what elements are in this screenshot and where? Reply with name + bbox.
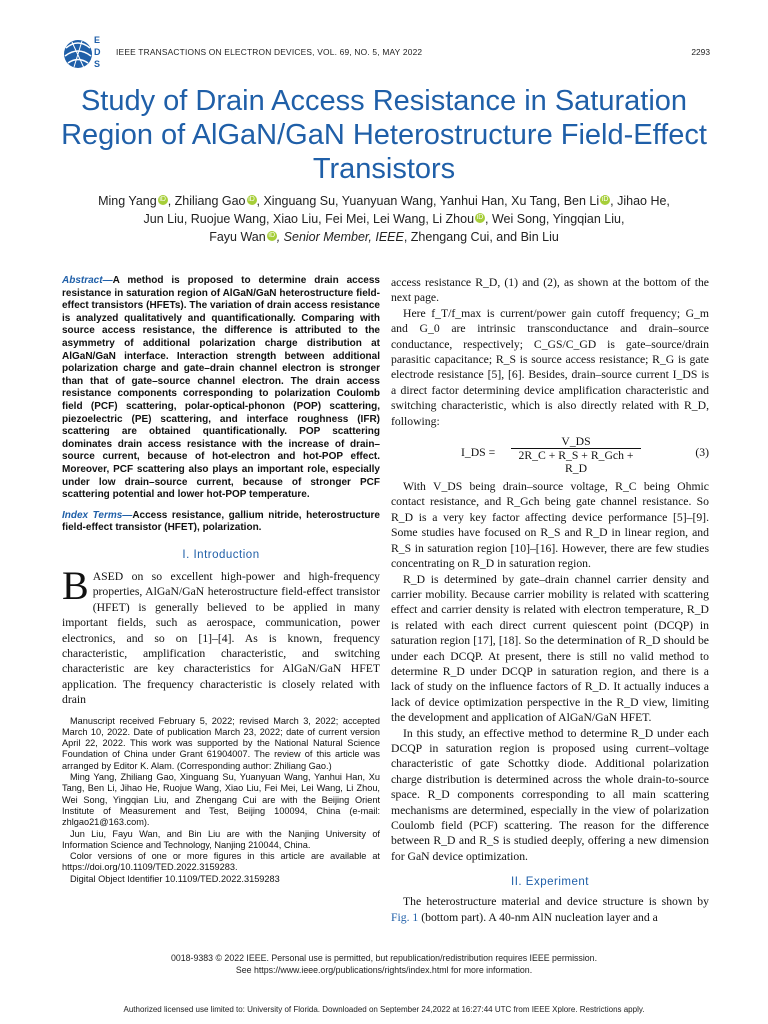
- author-line-3: Fayu Wan iD , Senior Member, IEEE, Zhengang Cui, and Bin Liu: [209, 230, 559, 244]
- equation-number: (3): [695, 446, 709, 460]
- author-line-1: Ming Yang iD , Zhiliang Gao iD , Xinguang Su, Yuanyuan Wang, Yanhui Han, Xu Tang, Ben Li iD , Jihao He,: [98, 194, 670, 208]
- footnote-manuscript: Manuscript received February 5, 2022; revised March 3, 2022; accepted March 10, 2022. Date of publication March 23, 2022; date of current version April 22, 2022. This work was supported by the National Natural Science Foundation of China under Grant 61904007. The review of this article was arranged by Editor K. Alam. (Corresponding author: Zhiliang Gao.): [62, 715, 380, 771]
- orcid-icon[interactable]: iD: [159, 196, 166, 203]
- right-column: [391, 275, 709, 925]
- left-column: [62, 275, 380, 885]
- paragraph: Here f_T/f_max is current/power gain cutoff frequency; G_m and G_0 are intrinsic transconductance and drain–source conductance, respectively; C_GS/C_GD is gate–source/drain parasitic capacitance; R_S is source access resistance; R_G is gate electrode resistance [5], [6]. Besides, drain–source current I_DS is a direct factor determining device amplification characteristic and switching characteristic, which is also directly related with R_D, following:: [391, 306, 709, 428]
- copyright-notice: 0018-9383 © 2022 IEEE. Personal use is permitted, but republication/redistribution requires IEEE permission. See https://www.ieee.org/publications/rights/index.html for more information.: [170, 953, 598, 975]
- eds-logo: [58, 34, 114, 74]
- index-terms: Index Terms—Access resistance, gallium nitride, heterostructure field-effect transistor (HFET), polarization.: [62, 509, 380, 534]
- drop-cap: B: [62, 562, 89, 608]
- footnote-doi: Digital Object Identifier 10.1109/TED.2022.3159283: [70, 873, 280, 884]
- equation-3: I_DS = V_DS 2R_C + R_S + R_Gch + R_D (3): [461, 435, 709, 476]
- footnote-color: Color versions of one or more figures in this article are available at https://doi.org/10.1109/TED.2022.3159283.: [62, 851, 380, 873]
- page-number: 2293: [691, 47, 710, 57]
- paragraph: In this study, an effective method to determine R_D under each DCQP in saturation region is proposed using current–voltage characteristic of gate Schottky diode. Additional polarization charge distribution is determined across the whole drain-to-source space. R_D components corresponding to all main scattering mechanisms are determined, especially in the view of polarization Coulomb field (PCF) scattering. The reason for the difference between R_D and R_S is studied deeply, offering a new dimension for GaN device optimization.: [391, 726, 709, 863]
- abstract: Abstract—A method is proposed to determine drain access resistance in saturation region of AlGaN/GaN heterostructure field-effect transistors (HFETs). The variation of drain access resistance is analyzed qualitatively and quantificationally. Comparing with source access resistance, the difference is attributed to the asymmetry of additional polarization charge distribution at AlGaN/GaN interface. Interaction strength between additional polarization charge and gate–drain channel electron is stronger than that of gate–source channel electron. The drain access resistance components corresponding to polarization Coulomb field (PCF) scattering, polar-optical-phonon (POP) scattering, piezoelectric (PE) scattering, and interface roughness (IFR) scattering are obtained quantificationally. POP scattering dominates drain access resistance with the increase of drain–source current, because of hot-electron and hot-POP effect. Moreover, PCF scattering also plays an important role, especially under low drain–source current, because of stronger PCF scattering potential and lower hot-POP temperature.: [62, 275, 380, 501]
- paragraph: The heterostructure material and device structure is shown by Fig. 1 (bottom part). A 40-nm AlN nucleation layer and a: [391, 895, 709, 924]
- author-list: [50, 192, 718, 246]
- orcid-icon[interactable]: iD: [601, 196, 609, 203]
- orcid-icon[interactable]: iD: [248, 196, 255, 203]
- section-heading-introduction: I. Introduction: [182, 548, 260, 561]
- introduction-text: BASED on so excellent high-power and high-frequency properties, AlGaN/GaN heterostructure field-effect transistor (HFET) is generally believed to be applied in many important fields, such as aerospace, communication, power electronics, and so on [1]–[4]. As is known, frequency characteristic, amplification characteristic, and switching characteristic are key characteristics for AlGaN/GaN HFET application. The frequency characteristic is closely related with drain: [62, 562, 380, 707]
- paragraph: With V_DS being drain–source voltage, R_C being Ohmic contact resistance, and R_Gch being gate channel resistance. So R_D is a very key factor affecting device performance [5]–[9]. Some studies have focused on R_S and R_D in linear region, and R_S in saturation region [10]–[16]. However, there are few studies concentrating on R_D in saturation region.: [391, 480, 709, 571]
- paper-title: Study of Drain Access Resistance in Saturation Region of AlGaN/GaN Heterostructure Field-Effect Transistors: [61, 85, 707, 185]
- footnote-affiliation-2: Jun Liu, Fayu Wan, and Bin Liu are with the Nanjing University of Information Science and Technology, Nanjing 210044, China.: [62, 828, 380, 850]
- paragraph: R_D is determined by gate–drain channel carrier density and carrier mobility. Because carrier mobility is related with scattering effect and carrier density is related with electron temperature, R_D is related with each direct current quiescent point (DCQP) in saturation region [17], [18]. So the determination of R_D should be under each DCQP. At present, there is still no valid method to determine R_D under DCQP in saturation region, and there is a lack of study on the influence factors of R_D. It actually induces a lack of device optimization perspective in the R_D view, limiting the development and application of AlGaN/GaN HFET.: [391, 572, 709, 725]
- license-notice: Authorized licensed use limited to: University of Florida. Downloaded on September 24,2022 at 16:27:44 UTC from IEEE Xplore. Restrictions apply.: [123, 1005, 645, 1014]
- author-line-2: Jun Liu, Ruojue Wang, Xiao Liu, Fei Mei, Lei Wang, Li Zhou iD , Wei Song, Yingqian Liu,: [143, 212, 625, 226]
- footnotes: [62, 716, 380, 885]
- logo-letters: EDS: [94, 35, 101, 69]
- section-heading-experiment: II. Experiment: [511, 876, 589, 889]
- figure-link[interactable]: Fig. 1: [391, 910, 419, 924]
- paragraph: access resistance R_D, (1) and (2), as shown at the bottom of the next page.: [391, 276, 709, 305]
- orcid-icon[interactable]: iD: [268, 232, 276, 239]
- orcid-icon[interactable]: iD: [476, 214, 484, 221]
- journal-header: IEEE TRANSACTIONS ON ELECTRON DEVICES, VOL. 69, NO. 5, MAY 2022: [116, 47, 423, 57]
- footnote-affiliation-1: Ming Yang, Zhiliang Gao, Xinguang Su, Yuanyuan Wang, Yanhui Han, Xu Tang, Ben Li, Jihao He, Ruojue Wang, Xiao Liu, Fei Mei, Lei Wang, Li Zhou, Wei Song, Yingqian Liu, and Zhengang Cui are with the Beijing Orient Institute of Measurement and Test, Beijing 100094, China (e-mail: zhlgao21@163.com).: [62, 772, 380, 828]
